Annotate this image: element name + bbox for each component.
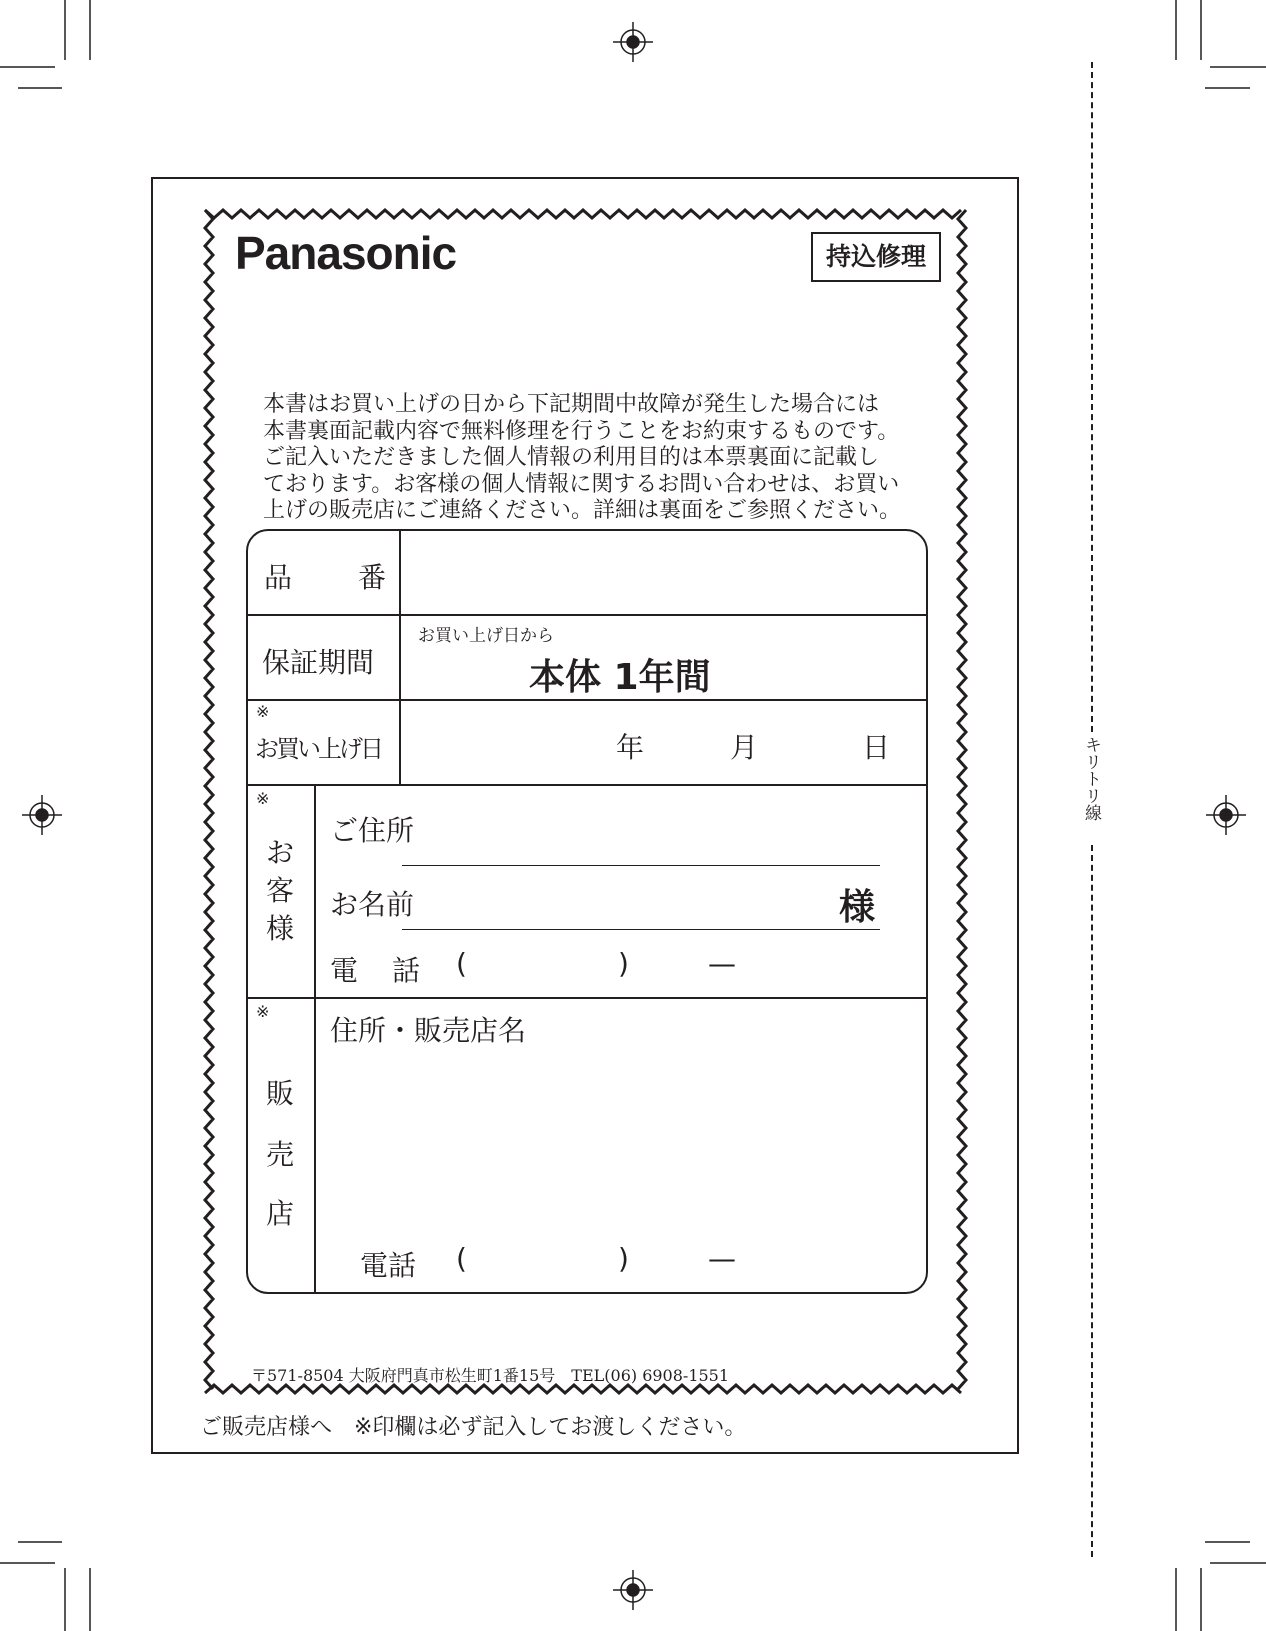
- row-divider: [248, 997, 926, 999]
- customer-honorific: 様: [839, 887, 876, 928]
- row-divider: [248, 614, 926, 616]
- store-label-ten: 店: [266, 1197, 295, 1230]
- purchase-year-label: 年: [616, 731, 645, 764]
- store-address-field[interactable]: [330, 1049, 910, 1219]
- column-divider: [314, 784, 316, 1292]
- customer-phone-label-wa: 話: [392, 954, 421, 987]
- customer-phone-field[interactable]: [473, 943, 893, 989]
- store-phone-paren-open: (: [456, 1242, 467, 1275]
- store-label-han: 販: [266, 1077, 295, 1110]
- customer-address-label: ご住所: [330, 814, 415, 847]
- warranty-period-label: 保証期間: [262, 646, 375, 679]
- address-underline: [402, 865, 880, 866]
- customer-label-sama: 様: [266, 912, 295, 945]
- store-phone-dash: —: [708, 1242, 736, 1275]
- purchase-day-label: 日: [862, 731, 891, 764]
- intro-line: 上げの販売店にご連絡ください。詳細は裏面をご参照ください。: [263, 498, 902, 523]
- intro-line: 本書裏面記載内容で無料修理を行うことをお約束するものです。: [263, 418, 900, 444]
- store-instruction-note: ご販売店様へ ※印欄は必ず記入してお渡しください。: [200, 1415, 747, 1440]
- store-phone-paren-close: ): [618, 1242, 629, 1275]
- store-phone-field[interactable]: [473, 1237, 893, 1283]
- customer-name-field[interactable]: [402, 885, 832, 927]
- intro-line: ております。お客様の個人情報に関するお問い合わせは、お買い: [263, 471, 900, 497]
- warranty-form-table: [246, 529, 928, 1294]
- carry-in-repair-badge: 持込修理: [811, 232, 941, 282]
- customer-label-kyaku: 客: [266, 874, 295, 907]
- panasonic-logo: Panasonic: [235, 227, 457, 279]
- company-address: 〒571-8504 大阪府門真市松生町1番15号 TEL(06) 6908-1551: [251, 1366, 730, 1385]
- warranty-period-value: 本体 1年間: [529, 657, 711, 698]
- row-divider: [248, 784, 926, 786]
- customer-phone-label-den: 電: [330, 954, 359, 987]
- customer-phone-paren-close: ): [618, 947, 629, 980]
- intro-line: ご記入いただきました個人情報の利用目的は本票裏面に記載し: [263, 445, 880, 470]
- customer-name-label: お名前: [330, 888, 415, 921]
- customer-address-field[interactable]: [402, 821, 880, 863]
- store-mark: ※: [256, 1002, 270, 1021]
- store-phone-label: 電話: [360, 1249, 417, 1282]
- model-label-2: 番: [358, 561, 387, 594]
- purchase-date-mark: ※: [256, 702, 270, 721]
- purchase-month-label: 月: [730, 731, 759, 764]
- model-number-field[interactable]: [401, 531, 925, 614]
- intro-paragraph: [263, 392, 943, 525]
- store-label-bai: 売: [266, 1138, 295, 1171]
- purchase-date-field[interactable]: [401, 701, 925, 784]
- cut-line-lower: [1091, 845, 1093, 1557]
- customer-label-o: お: [266, 836, 295, 869]
- store-address-label: 住所・販売店名: [330, 1014, 527, 1047]
- customer-phone-paren-open: (: [456, 947, 467, 980]
- warranty-period-sub: お買い上げ日から: [418, 626, 554, 646]
- customer-mark: ※: [256, 789, 270, 808]
- purchase-date-label: お買い上げ日: [255, 735, 381, 763]
- intro-line: 本書はお買い上げの日から下記期間中故障が発生した場合には: [263, 392, 880, 417]
- name-underline: [402, 929, 880, 930]
- customer-phone-dash: —: [708, 947, 736, 980]
- cut-line-label: キリトリ線: [1081, 736, 1101, 821]
- model-label-1: 品: [264, 561, 293, 594]
- cut-line-upper: [1091, 62, 1093, 732]
